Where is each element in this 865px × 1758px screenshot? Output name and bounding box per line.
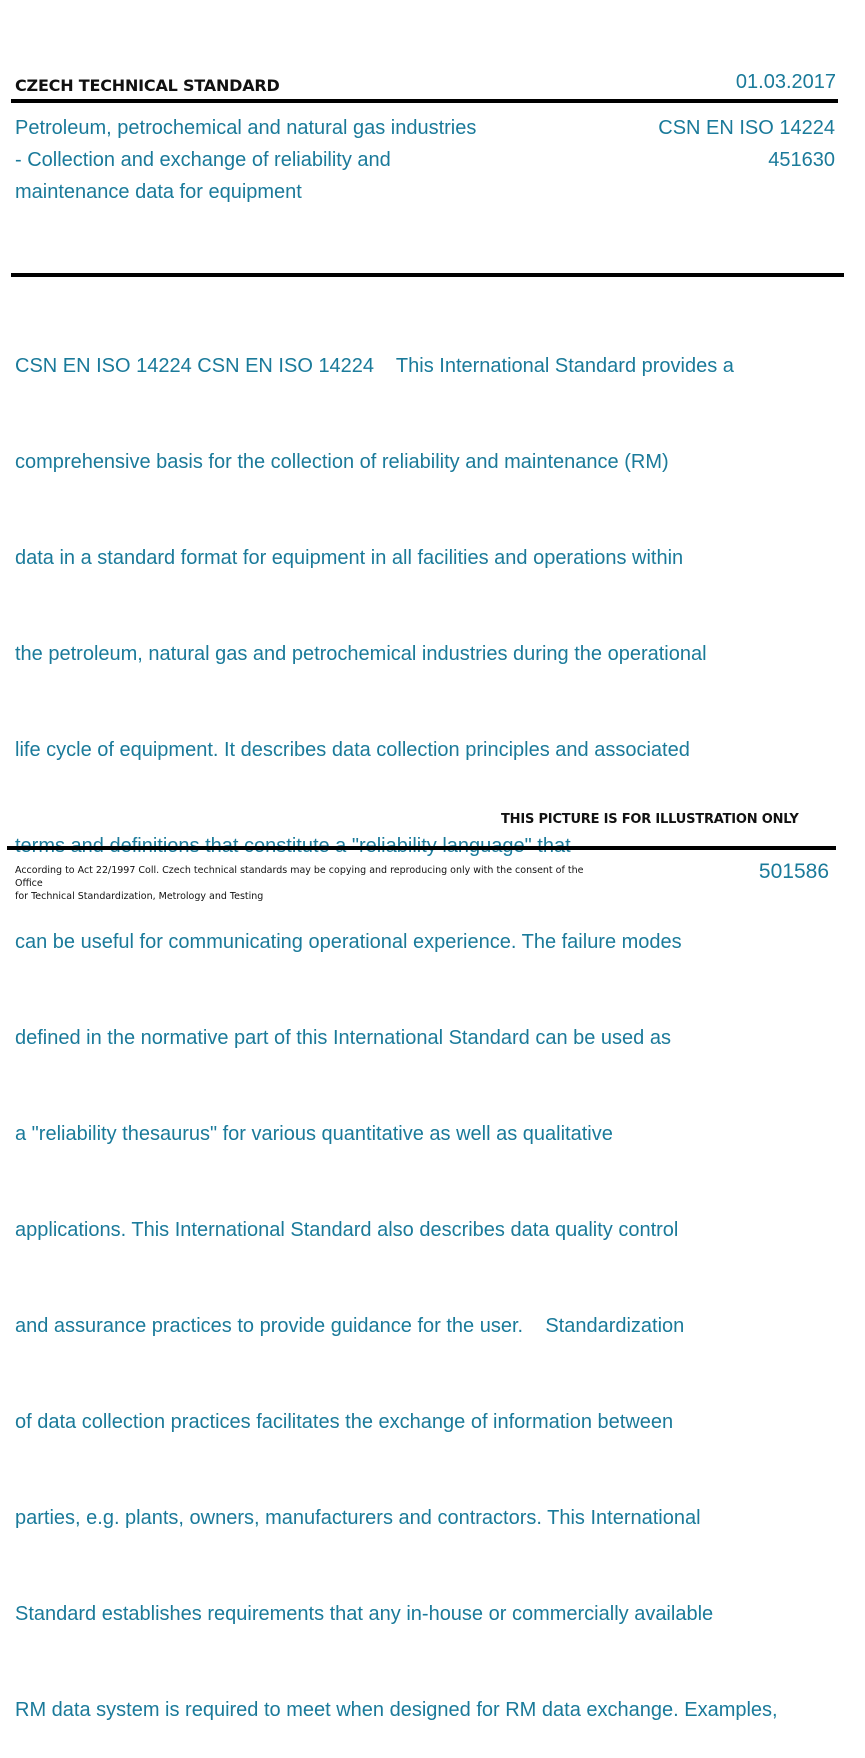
divider-middle — [11, 273, 844, 277]
abstract-line: comprehensive basis for the collection of reliability and maintenance (RM) — [15, 451, 669, 473]
abstract-line: the petroleum, natural gas and petrochemical industries during the operational — [15, 643, 707, 665]
illustration-disclaimer: THIS PICTURE IS FOR ILLUSTRATION ONLY — [501, 812, 799, 827]
abstract-line: and assurance practices to provide guidance for the user. Standardization — [15, 1315, 685, 1337]
abstract-line: can be useful for communicating operational experience. The failure modes — [15, 931, 682, 953]
abstract-text — [15, 286, 845, 1758]
publication-date: 01.03.2017 — [735, 71, 836, 93]
standard-title-line: Petroleum, petrochemical and natural gas industries — [15, 117, 477, 139]
catalog-number: 501586 — [758, 860, 829, 883]
abstract-line: a "reliability thesaurus" for various quantitative as well as qualitative — [15, 1123, 613, 1145]
standard-title-line: maintenance data for equipment — [15, 181, 302, 203]
abstract-line: defined in the normative part of this International Standard can be used as — [15, 1027, 671, 1049]
standard-title-line: - Collection and exchange of reliability and — [15, 149, 391, 171]
abstract-line: applications. This International Standard also describes data quality control — [15, 1219, 679, 1241]
document-heading: CZECH TECHNICAL STANDARD — [15, 76, 280, 95]
abstract-line: Standard establishes requirements that any in-house or commercially available — [15, 1603, 714, 1625]
abstract-line: data in a standard format for equipment in all facilities and operations within — [15, 547, 684, 569]
class-number: 451630 — [768, 149, 835, 171]
abstract-line: of data collection practices facilitates the exchange of information between — [15, 1411, 674, 1433]
abstract-line: CSN EN ISO 14224 CSN EN ISO 14224 This International Standard provides a — [15, 355, 734, 377]
abstract-line: parties, e.g. plants, owners, manufacturers and contractors. This International — [15, 1507, 701, 1529]
legal-notice-line: for Technical Standardization, Metrology and Testing — [15, 891, 264, 902]
abstract-line: RM data system is required to meet when designed for RM data exchange. Examples, — [15, 1699, 778, 1721]
abstract-line: life cycle of equipment. It describes data collection principles and associated — [15, 739, 690, 761]
standard-identifiers — [658, 112, 835, 176]
divider-bottom — [7, 846, 836, 850]
standard-title — [15, 112, 535, 208]
legal-notice — [15, 864, 595, 903]
standard-code: CSN EN ISO 14224 — [658, 117, 835, 139]
divider-top — [11, 99, 838, 103]
legal-notice-line: According to Act 22/1997 Coll. Czech technical standards may be copying and reproducing only with the consent of the Office — [15, 865, 584, 889]
